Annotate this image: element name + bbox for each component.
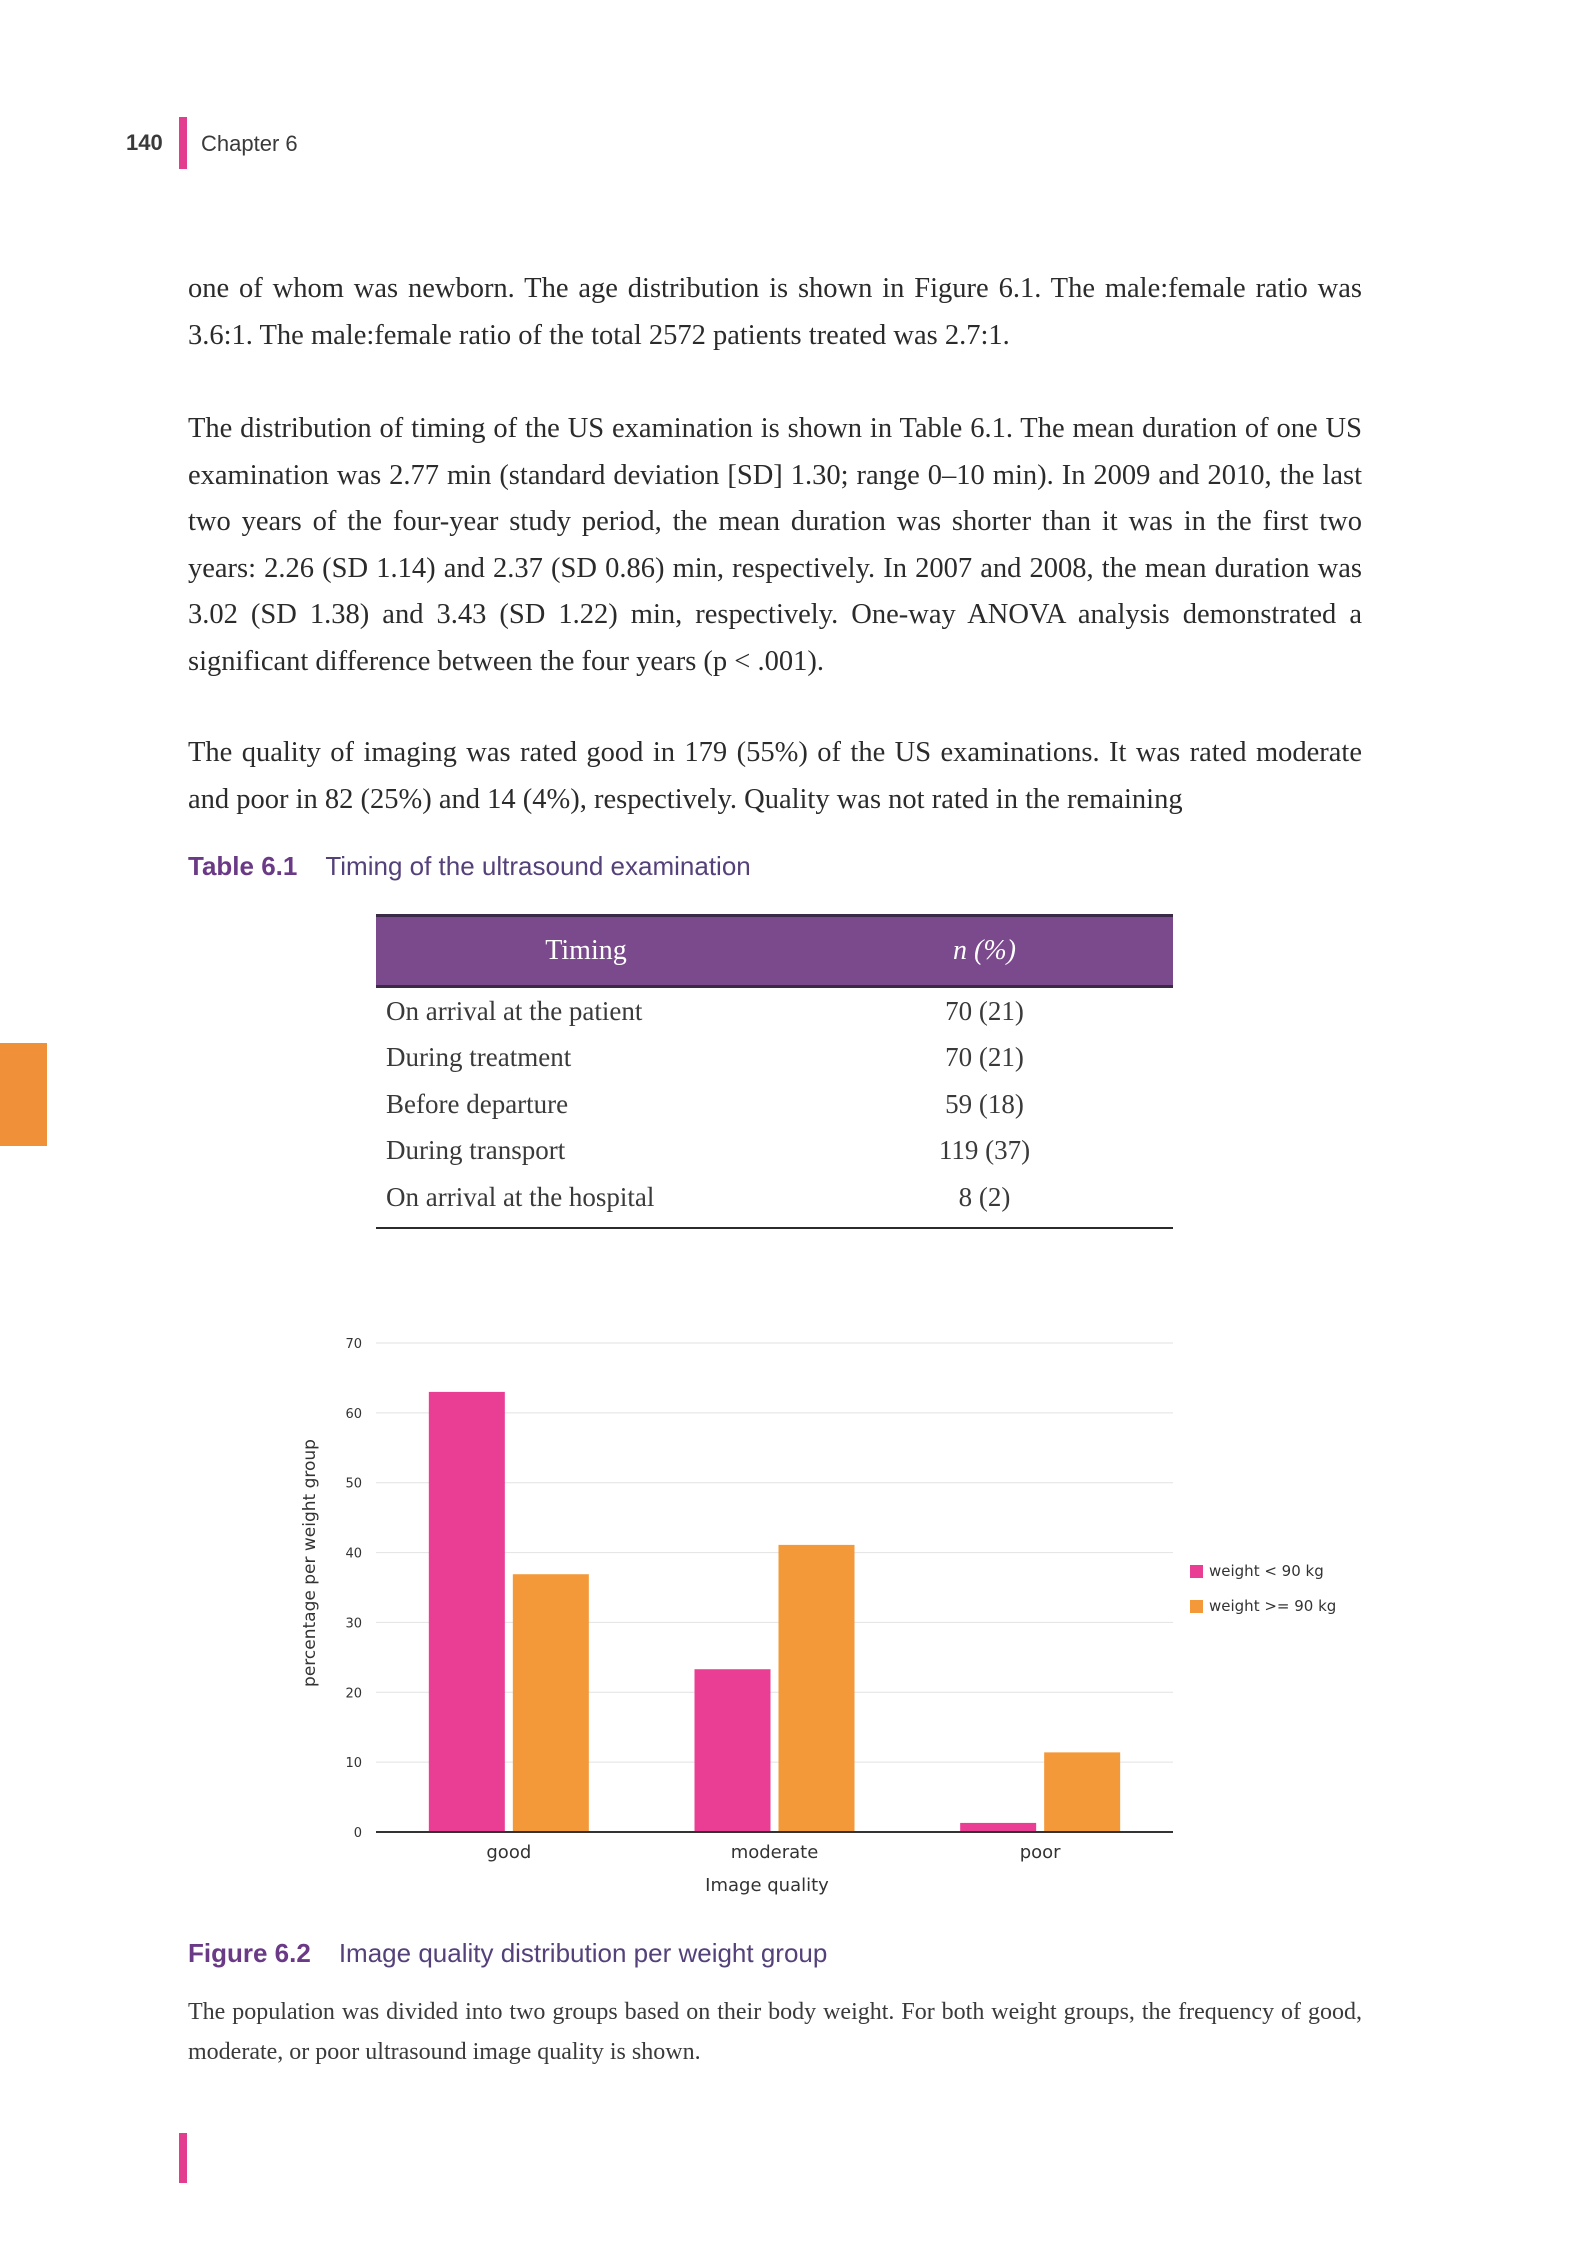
legend-swatch [1190, 1600, 1203, 1613]
table-cell: During treatment [386, 1042, 572, 1073]
table-header-timing: Timing [545, 935, 627, 966]
paragraph-3: The quality of imaging was rated good in 179 (55%) of the US examinations. It was rated moderate and poor in 82 (25%) and 14 (4%), respectively. Quality was not rated in the remaining [188, 737, 1362, 815]
y-tick-label: 30 [345, 1616, 362, 1632]
paragraph-1: one of whom was newborn. The age distribution is shown in Figure 6.1. The male:female ratio was 3.6:1. The male:female ratio of the total 2572 patients treated was 2.7:1. [188, 273, 1362, 351]
legend-swatch [1190, 1565, 1203, 1578]
y-tick-label: 70 [345, 1337, 362, 1352]
legend-item-1 [1190, 1562, 1324, 1580]
bar-good-series-2 [513, 1574, 589, 1832]
y-tick-label: 20 [345, 1686, 362, 1702]
legend-label: weight >= 90 kg [1209, 1597, 1337, 1615]
x-tick-label: poor [1019, 1842, 1061, 1863]
y-tick-label: 50 [345, 1476, 362, 1492]
table-cell: During transport [386, 1135, 566, 1166]
table-cell: 59 (18) [945, 1088, 1024, 1119]
x-axis-label: Image quality [705, 1875, 829, 1896]
figure-label: Figure 6.2 [188, 1938, 311, 1968]
table-cell: 8 (2) [958, 1181, 1011, 1212]
paragraph-2: The distribution of timing of the US examination is shown in Table 6.1. The mean duration of one US examination was 2.77 min (standard deviation [SD] 1.30; range 0–10 min). In 2009 and 2010, the last two years of the four-year study period, the mean duration was shorter than it was in the first two years: 2.26 (SD 1.14) and 2.37 (SD 0.86) min, respectively. In 2007 and 2008, the mean duration was 3.02 (SD 1.38) and 3.43 (SD 1.22) min, respectively. One-way ANOVA analysis demonstrated a significant difference between the four years (p < .001). [188, 413, 1362, 677]
y-axis-label: percentage per weight group [300, 1439, 320, 1687]
y-tick-label: 10 [345, 1756, 362, 1772]
table-cell: 70 (21) [945, 1042, 1024, 1073]
chapter-title: Chapter 6 [201, 131, 298, 156]
table-cell: On arrival at the hospital [386, 1181, 655, 1212]
table-cell: 70 (21) [945, 995, 1024, 1026]
table-cell: Before departure [386, 1088, 569, 1119]
footer-marker [179, 2133, 187, 2183]
legend-item-2 [1190, 1597, 1336, 1615]
y-tick-label: 40 [345, 1546, 362, 1562]
page-number: 140 [126, 130, 163, 155]
figure-title: Image quality distribution per weight group [338, 1938, 828, 1968]
table-title: Timing of the ultrasound examination [325, 851, 751, 881]
x-tick-label: good [486, 1842, 532, 1863]
bar-poor-series-1 [960, 1823, 1036, 1832]
figure-caption [188, 1938, 827, 1969]
bar-poor-series-2 [1044, 1752, 1120, 1832]
figure-description: The population was divided into two groups based on their body weight. For both weight groups, the frequency of good, moderate, or poor ultrasound image quality is shown. [188, 1999, 1362, 2065]
x-tick-label: moderate [730, 1842, 819, 1863]
bar-good-series-1 [429, 1392, 505, 1832]
table-cell: 119 (37) [938, 1135, 1031, 1166]
chart-bars [429, 1392, 1120, 1832]
table-cell: On arrival at the patient [386, 995, 643, 1026]
legend-label: weight < 90 kg [1209, 1562, 1324, 1580]
y-tick-label: 0 [353, 1826, 362, 1841]
table-header-n: n (%) [953, 935, 1016, 966]
table-label: Table 6.1 [188, 851, 298, 881]
bar-moderate-series-1 [695, 1669, 771, 1832]
y-tick-label: 60 [345, 1406, 362, 1422]
bar-moderate-series-2 [779, 1545, 855, 1832]
